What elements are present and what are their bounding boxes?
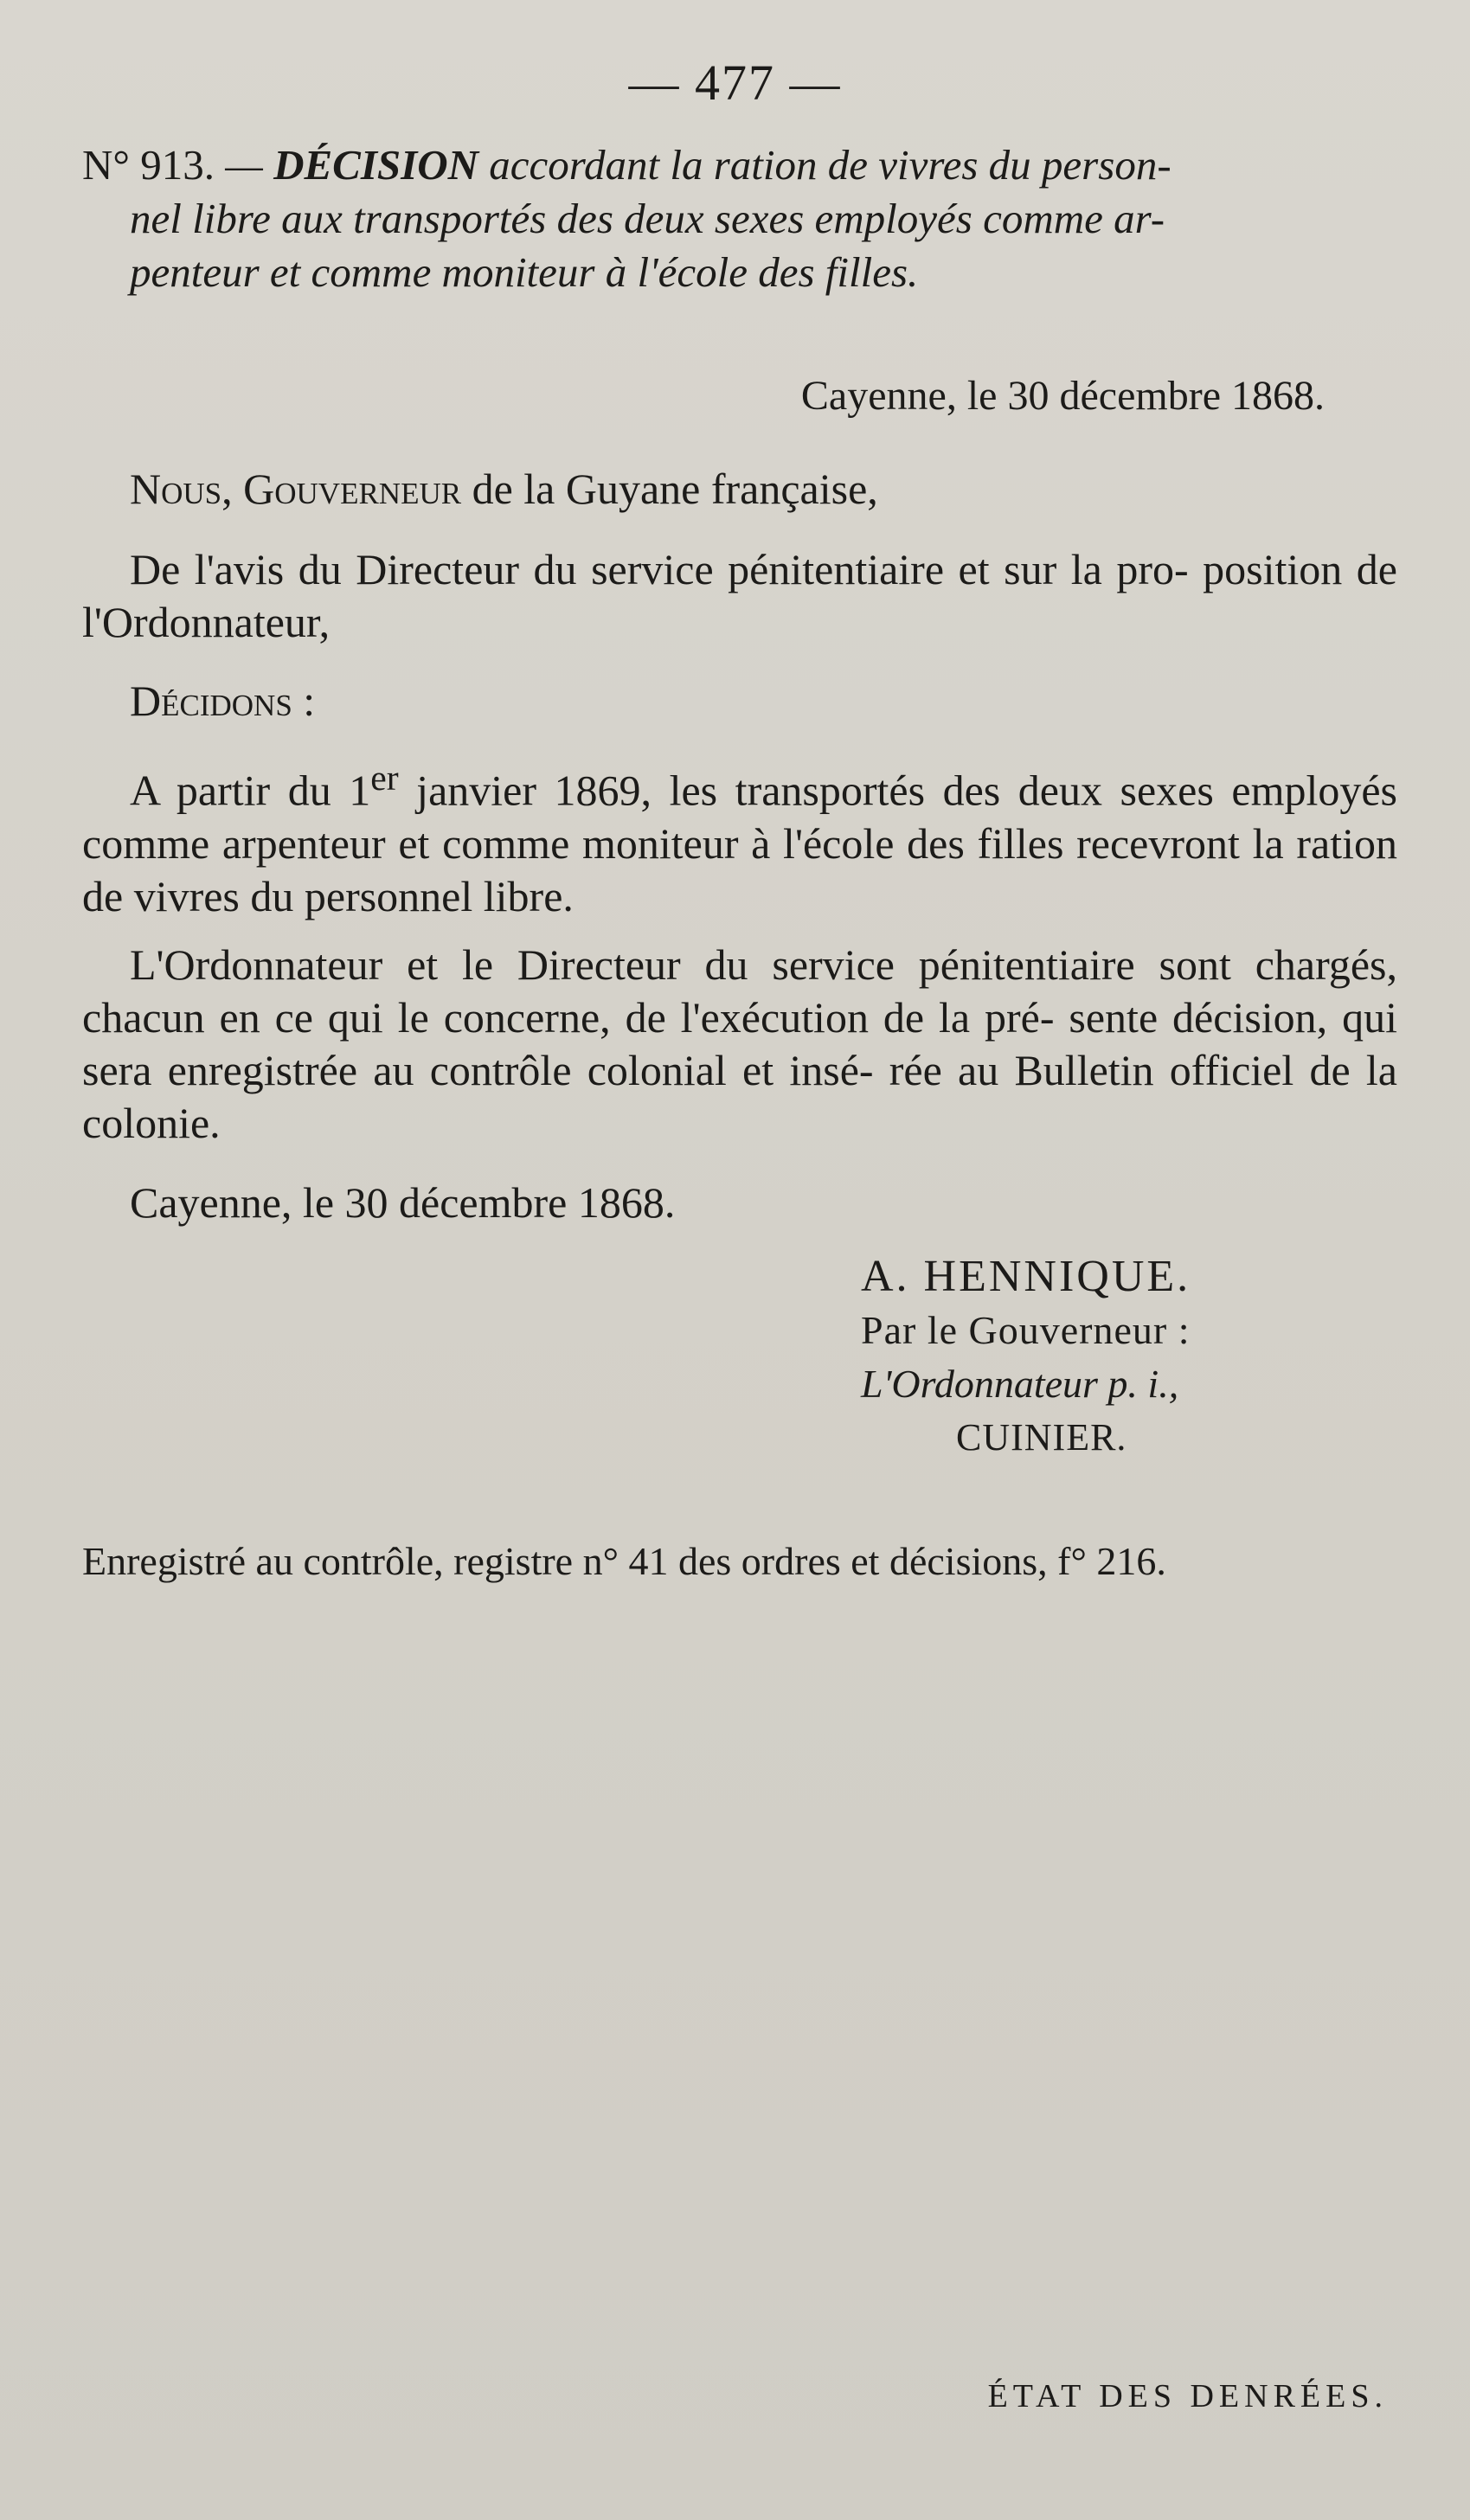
- signature-block: [861, 1250, 1380, 1465]
- preamble: [82, 463, 1397, 516]
- article-1-rest: janvier 1869, les transportés des deux sexes employés comme arpenteur et comme moniteur à l'école des filles recevront la ration de vivres du personnel libre.: [82, 766, 1397, 920]
- ordonnateur-role: L'Ordonnateur p. i.,: [861, 1362, 1179, 1406]
- article-1-prefix: A partir du 1: [130, 766, 371, 815]
- decision-title-word: DÉCISION: [273, 141, 478, 189]
- governor-name: A. HENNIQUE.: [861, 1252, 1191, 1301]
- place-date-bottom: Cayenne, le 30 décembre 1868.: [130, 1178, 676, 1227]
- decision-number: N° 913.: [82, 141, 215, 189]
- heading-dash: —: [214, 141, 274, 189]
- article-1: [82, 753, 1397, 923]
- article-2: L'Ordonnateur et le Directeur du service pénitentiaire sont chargés, chacun en ce qui le concerne, de l'exécution de la pré- sente décision, qui sera enregistrée au contrôle colonial et insé- rée au Bulletin officiel de la colonie.: [82, 940, 1397, 1147]
- catchword: ÉTAT DES DENRÉES.: [987, 2378, 1388, 2414]
- by-governor: Par le Gouverneur :: [861, 1308, 1191, 1352]
- heading-line1-rest: accordant la ration de vivres du person-: [478, 141, 1172, 189]
- signer-name: CUINIER.: [956, 1416, 1127, 1459]
- gouverneur-word: Gouverneur: [243, 465, 462, 513]
- heading-line3: penteur et comme moniteur à l'école des filles.: [130, 248, 919, 296]
- registration-note: Enregistré au contrôle, registre n° 41 des ordres et décisions, f° 216.: [82, 1539, 1166, 1583]
- decision-heading: [82, 138, 1397, 299]
- avis-paragraph: De l'avis du Directeur du service pénitentiaire et sur la pro- position de l'Ordonnateur,: [82, 545, 1397, 646]
- preamble-rest: de la Guyane française,: [461, 465, 878, 513]
- heading-line2: nel libre aux transportés des deux sexes employés comme ar-: [130, 195, 1165, 242]
- page-number: — 477 —: [628, 55, 842, 111]
- nous-word: Nous,: [130, 465, 233, 513]
- place-date-top: Cayenne, le 30 décembre 1868.: [800, 373, 1325, 419]
- article-1-sup: er: [370, 759, 399, 798]
- decidons-heading: Décidons :: [130, 676, 316, 725]
